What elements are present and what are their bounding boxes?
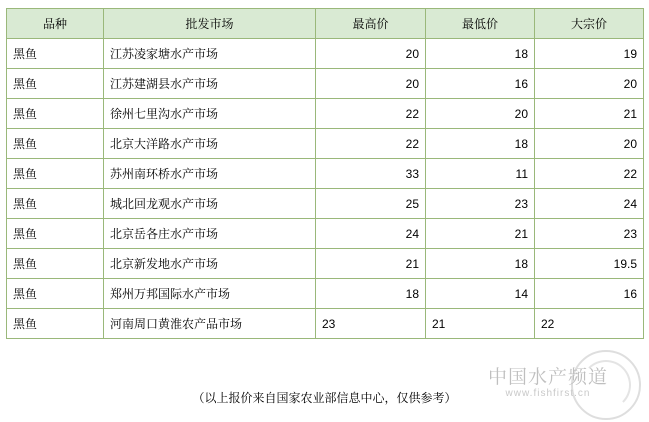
table-body xyxy=(7,39,644,339)
cell-variety: 黑鱼 xyxy=(7,309,104,339)
table-row xyxy=(7,249,644,279)
cell-market: 北京新发地水产市场 xyxy=(104,249,316,279)
table-header xyxy=(7,9,644,39)
cell-market: 河南周口黄淮农产品市场 xyxy=(104,309,316,339)
cell-bulk-price: 19 xyxy=(535,39,644,69)
cell-low-price: 23 xyxy=(426,189,535,219)
cell-bulk-price: 21 xyxy=(535,99,644,129)
cell-low-price: 11 xyxy=(426,159,535,189)
cell-low-price: 21 xyxy=(426,309,535,339)
wholesale-price-table xyxy=(6,8,644,339)
cell-low-price: 14 xyxy=(426,279,535,309)
table-row xyxy=(7,129,644,159)
column-header-high-price: 最高价 xyxy=(316,9,426,39)
cell-high-price: 33 xyxy=(316,159,426,189)
cell-low-price: 18 xyxy=(426,249,535,279)
watermark-circle-icon xyxy=(571,350,641,420)
cell-variety: 黑鱼 xyxy=(7,159,104,189)
cell-low-price: 18 xyxy=(426,39,535,69)
column-header-variety: 品种 xyxy=(7,9,104,39)
cell-high-price: 25 xyxy=(316,189,426,219)
table-row xyxy=(7,189,644,219)
cell-variety: 黑鱼 xyxy=(7,189,104,219)
table-row xyxy=(7,69,644,99)
table-header-row xyxy=(7,9,644,39)
cell-high-price: 22 xyxy=(316,99,426,129)
cell-low-price: 16 xyxy=(426,69,535,99)
cell-high-price: 24 xyxy=(316,219,426,249)
column-header-market: 批发市场 xyxy=(104,9,316,39)
cell-low-price: 20 xyxy=(426,99,535,129)
column-header-low-price: 最低价 xyxy=(426,9,535,39)
cell-bulk-price: 20 xyxy=(535,69,644,99)
cell-variety: 黑鱼 xyxy=(7,129,104,159)
table-row xyxy=(7,99,644,129)
cell-bulk-price: 24 xyxy=(535,189,644,219)
cell-variety: 黑鱼 xyxy=(7,219,104,249)
watermark-subtitle: www.fishfirst.cn xyxy=(505,388,591,399)
cell-market: 郑州万邦国际水产市场 xyxy=(104,279,316,309)
cell-bulk-price: 19.5 xyxy=(535,249,644,279)
cell-high-price: 18 xyxy=(316,279,426,309)
cell-high-price: 20 xyxy=(316,39,426,69)
cell-bulk-price: 22 xyxy=(535,159,644,189)
table-footnote: （以上报价来自国家农业部信息中心，仅供参考） xyxy=(192,391,457,405)
cell-market: 江苏建湖县水产市场 xyxy=(104,69,316,99)
cell-bulk-price: 20 xyxy=(535,129,644,159)
cell-market: 徐州七里沟水产市场 xyxy=(104,99,316,129)
cell-bulk-price: 16 xyxy=(535,279,644,309)
cell-market: 江苏凌家塘水产市场 xyxy=(104,39,316,69)
column-header-bulk-price: 大宗价 xyxy=(535,9,644,39)
cell-bulk-price: 23 xyxy=(535,219,644,249)
watermark-title: 中国水产频道 xyxy=(487,367,608,388)
cell-high-price: 23 xyxy=(316,309,426,339)
cell-high-price: 21 xyxy=(316,249,426,279)
cell-high-price: 20 xyxy=(316,69,426,99)
cell-high-price: 22 xyxy=(316,129,426,159)
table-row xyxy=(7,279,644,309)
cell-variety: 黑鱼 xyxy=(7,249,104,279)
table-row xyxy=(7,219,644,249)
cell-variety: 黑鱼 xyxy=(7,39,104,69)
cell-market: 苏州南环桥水产市场 xyxy=(104,159,316,189)
cell-market: 北京大洋路水产市场 xyxy=(104,129,316,159)
table-row xyxy=(7,159,644,189)
cell-market: 城北回龙观水产市场 xyxy=(104,189,316,219)
cell-variety: 黑鱼 xyxy=(7,69,104,99)
cell-low-price: 18 xyxy=(426,129,535,159)
table-row xyxy=(7,309,644,339)
cell-low-price: 21 xyxy=(426,219,535,249)
cell-variety: 黑鱼 xyxy=(7,279,104,309)
cell-bulk-price: 22 xyxy=(535,309,644,339)
cell-variety: 黑鱼 xyxy=(7,99,104,129)
watermark xyxy=(453,354,643,416)
table-row xyxy=(7,39,644,69)
cell-market: 北京岳各庄水产市场 xyxy=(104,219,316,249)
